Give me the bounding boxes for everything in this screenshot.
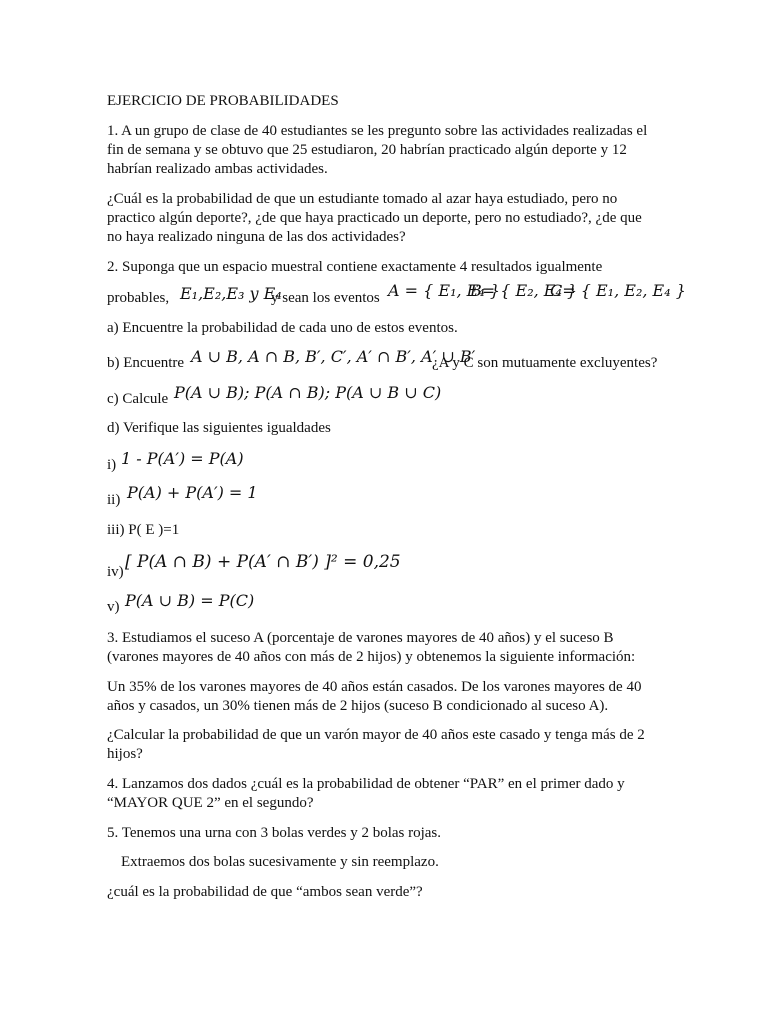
event-a-definition: A = { E₁, E₄ } [388, 281, 501, 300]
exercise-5: 5. Tenemos una urna con 3 bolas verdes y 2 bolas rojas. [107, 825, 442, 841]
exercise-1-question-line: no haya realizado ninguna de las dos actividades? [107, 229, 406, 245]
identity-iii: iii) P( E )=1 [107, 522, 180, 538]
exercise-1-question-line: practico algún deporte?, ¿de que haya practicado un deporte, pero no estudiado?, ¿de que [107, 210, 642, 226]
exercise-4 [107, 775, 667, 813]
exercise-1-questions [107, 190, 667, 247]
exercise-3-question [107, 726, 667, 764]
exercise-2-part-c-label: c) Calcule [107, 391, 169, 407]
exercise-2-part-b-label: b) Encuentre [107, 355, 185, 371]
identity-iv-label: iv) [107, 564, 124, 580]
exercise-5-question: ¿cuál es la probabilidad de que “ambos sean verde”? [107, 884, 423, 900]
exercise-4-line: “MAYOR QUE 2” en el segundo? [107, 795, 314, 811]
exercise-3 [107, 629, 667, 667]
identity-v-math: P(A ∪ B) = P(C) [125, 591, 255, 610]
exercise-1 [107, 122, 667, 179]
exercise-3-line: 3. Estudiamos el suceso A (porcentaje de varones mayores de 40 años) y el suceso B [107, 630, 614, 646]
exercise-1-question-line: ¿Cuál es la probabilidad de que un estudiante tomado al azar haya estudiado, pero no [107, 191, 618, 207]
exercise-2-probables: probables, [107, 290, 170, 306]
exercise-3-data [107, 678, 667, 716]
exercise-2-part-a: a) Encuentre la probabilidad de cada uno de estos eventos. [107, 320, 458, 336]
event-c-definition: C= { E₁, E₂, E₄ } [550, 281, 686, 300]
event-b-definition: B= { E₂, E₄ } [470, 281, 578, 300]
exercise-5-extraction: Extraemos dos bolas sucesivamente y sin reemplazo. [121, 854, 439, 870]
exercise-3-line: (varones mayores de 40 años con más de 2 hijos) y obtenemos la siguiente información: [107, 649, 636, 665]
identity-ii-label: ii) [107, 492, 121, 508]
identity-i-label: i) [107, 457, 117, 473]
exercise-3-question-line: ¿Calcular la probabilidad de que un varón mayor de 40 años este casado y tenga más de 2 [107, 727, 645, 743]
identity-v-label: v) [107, 599, 120, 615]
exercise-4-line: 4. Lanzamos dos dados ¿cuál es la probabilidad de obtener “PAR” en el primer dado y [107, 776, 625, 792]
exercise-2-outcomes-math: E₁,E₂,E₃ y E₄ [180, 284, 282, 303]
exercise-1-line: 1. A un grupo de clase de 40 estudiantes se les pregunto sobre las actividades realizadas el [107, 123, 648, 139]
exercise-2-part-c-math: P(A ∪ B); P(A ∩ B); P(A ∪ B ∪ C) [174, 383, 442, 402]
identity-ii-math: P(A) + P(A′) = 1 [127, 483, 258, 502]
exercise-2-sean-text: y sean los eventos [271, 290, 380, 306]
document-title: EJERCICIO DE PROBABILIDADES [107, 93, 339, 109]
exercise-2-intro: 2. Suponga que un espacio muestral contiene exactamente 4 resultados igualmente [107, 259, 603, 275]
exercise-1-line: fin de semana y se obtuvo que 25 estudiaron, 20 habrían practicado algún deporte y 12 [107, 142, 627, 158]
exercise-2-part-d: d) Verifique las siguientes igualdades [107, 420, 331, 436]
exercise-2-part-b-question: ¿A y C son mutuamente excluyentes? [432, 355, 658, 371]
exercise-2-part-b-math: A ∪ B, A ∩ B, B′, C′, A′ ∩ B′, A′ ∪ B′ [191, 347, 476, 366]
exercise-3-data-line: Un 35% de los varones mayores de 40 años están casados. De los varones mayores de 40 [107, 679, 642, 695]
exercise-3-data-line: años y casados, un 30% tienen más de 2 hijos (suceso B condicionado al suceso A). [107, 698, 609, 714]
identity-i-math: 1 - P(A′) = P(A) [121, 449, 244, 468]
exercise-1-line: habrían realizado ambas actividades. [107, 161, 328, 177]
exercise-3-question-line: hijos? [107, 746, 143, 762]
identity-iv-math: [ P(A ∩ B) + P(A′ ∩ B′) ]² = 0,25 [125, 552, 401, 572]
